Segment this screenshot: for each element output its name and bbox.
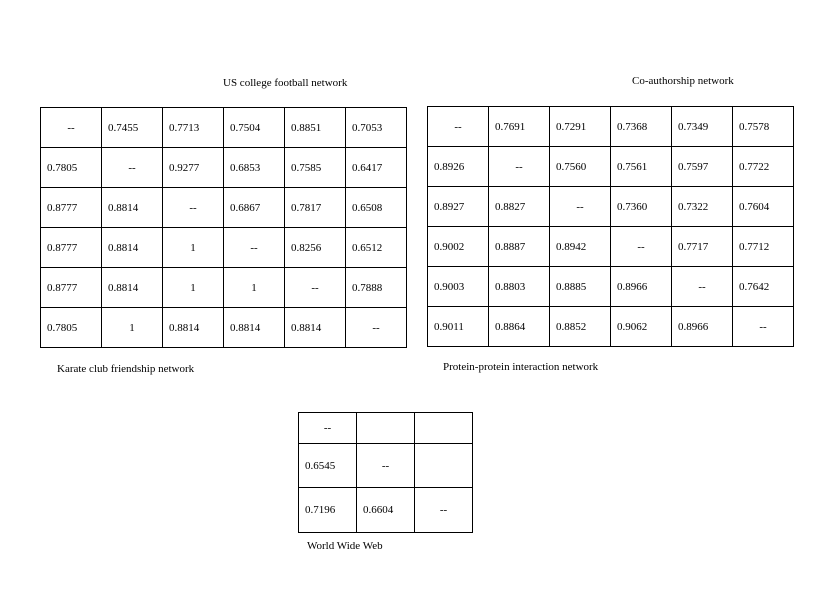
table-cell: 0.7561	[611, 147, 672, 187]
table-cell: 0.8851	[285, 108, 346, 148]
table-cell: 0.7712	[733, 227, 794, 267]
table-row	[299, 413, 473, 444]
table-cell: 0.6545	[299, 444, 357, 488]
table-row	[41, 108, 407, 148]
table-cell: 0.8864	[489, 307, 550, 347]
table-cell: 0.8777	[41, 228, 102, 268]
table-cell: 0.8852	[550, 307, 611, 347]
table-cell: --	[611, 227, 672, 267]
table-cell	[415, 444, 473, 488]
table-cell: --	[285, 268, 346, 308]
table-cell: 0.7722	[733, 147, 794, 187]
table-row	[41, 308, 407, 348]
table-row	[41, 148, 407, 188]
table-cell: --	[163, 188, 224, 228]
table-cell: --	[733, 307, 794, 347]
table-cell: 0.8256	[285, 228, 346, 268]
table-cell: --	[357, 444, 415, 488]
table-cell: 0.8803	[489, 267, 550, 307]
table-cell: 0.8887	[489, 227, 550, 267]
table-cell: 0.7291	[550, 107, 611, 147]
table-cell: 0.7691	[489, 107, 550, 147]
table-cell: 0.9003	[428, 267, 489, 307]
table-cell: 0.7349	[672, 107, 733, 147]
table-cell: --	[299, 413, 357, 444]
table-cell: --	[672, 267, 733, 307]
protein-network-label: Protein-protein interaction network	[443, 361, 599, 373]
table-row	[428, 307, 794, 347]
table-cell: 0.9002	[428, 227, 489, 267]
table-cell: 0.6512	[346, 228, 407, 268]
table-cell	[415, 413, 473, 444]
coauthorship-ppi-similarity-table	[427, 106, 794, 347]
karate-network-label: Karate club friendship network	[57, 363, 195, 375]
table-cell: 0.7817	[285, 188, 346, 228]
table-cell: 0.6604	[357, 488, 415, 533]
table-cell: 0.7368	[611, 107, 672, 147]
table-row	[41, 268, 407, 308]
www-similarity-table	[298, 412, 473, 533]
table-cell: 0.6853	[224, 148, 285, 188]
table-cell: 0.7560	[550, 147, 611, 187]
table-cell: 0.7585	[285, 148, 346, 188]
table-cell: 1	[102, 308, 163, 348]
football-karate-similarity-table	[40, 107, 407, 348]
table-cell: 1	[224, 268, 285, 308]
table-cell: 0.7888	[346, 268, 407, 308]
table-row	[428, 187, 794, 227]
table-cell	[357, 413, 415, 444]
table-cell: 0.8814	[163, 308, 224, 348]
table-cell: 0.8942	[550, 227, 611, 267]
table-cell: 0.7805	[41, 308, 102, 348]
table-cell: 0.8827	[489, 187, 550, 227]
table-cell: --	[102, 148, 163, 188]
table-cell: 0.7604	[733, 187, 794, 227]
table-cell: 0.9277	[163, 148, 224, 188]
table-row	[299, 444, 473, 488]
table-row	[428, 147, 794, 187]
table-cell: --	[224, 228, 285, 268]
table-cell: 1	[163, 228, 224, 268]
table-cell: 0.7713	[163, 108, 224, 148]
table-cell: 0.6417	[346, 148, 407, 188]
table-row	[428, 107, 794, 147]
table-cell: 0.6508	[346, 188, 407, 228]
table-row	[41, 228, 407, 268]
table-cell: 0.8966	[611, 267, 672, 307]
table-row	[428, 267, 794, 307]
table-cell: 0.8814	[224, 308, 285, 348]
table-cell: 0.8777	[41, 268, 102, 308]
table-cell: 0.7196	[299, 488, 357, 533]
table-cell: --	[346, 308, 407, 348]
table-cell: 0.9062	[611, 307, 672, 347]
table-cell: 0.7578	[733, 107, 794, 147]
table-cell: 0.6867	[224, 188, 285, 228]
table-cell: --	[550, 187, 611, 227]
table-cell: 0.7642	[733, 267, 794, 307]
table-cell: 0.7455	[102, 108, 163, 148]
table-row	[428, 227, 794, 267]
table-cell: 1	[163, 268, 224, 308]
table-row	[299, 488, 473, 533]
table-cell: --	[489, 147, 550, 187]
football-network-title: US college football network	[223, 77, 348, 89]
table-cell: 0.7717	[672, 227, 733, 267]
table-cell: 0.8814	[102, 268, 163, 308]
table-cell: 0.7360	[611, 187, 672, 227]
table-cell: --	[428, 107, 489, 147]
table-cell: 0.7805	[41, 148, 102, 188]
table-cell: 0.7597	[672, 147, 733, 187]
table-cell: 0.9011	[428, 307, 489, 347]
table-cell: --	[41, 108, 102, 148]
table-cell: 0.8927	[428, 187, 489, 227]
table-cell: 0.8885	[550, 267, 611, 307]
table-row	[41, 188, 407, 228]
table-cell: 0.8814	[102, 188, 163, 228]
table-cell: 0.8926	[428, 147, 489, 187]
coauthorship-network-title: Co-authorship network	[632, 75, 734, 87]
table-cell: 0.8777	[41, 188, 102, 228]
table-cell: --	[415, 488, 473, 533]
table-cell: 0.8966	[672, 307, 733, 347]
table-cell: 0.8814	[102, 228, 163, 268]
table-cell: 0.7053	[346, 108, 407, 148]
table-cell: 0.8814	[285, 308, 346, 348]
table-cell: 0.7504	[224, 108, 285, 148]
table-cell: 0.7322	[672, 187, 733, 227]
www-network-label: World Wide Web	[307, 540, 383, 552]
